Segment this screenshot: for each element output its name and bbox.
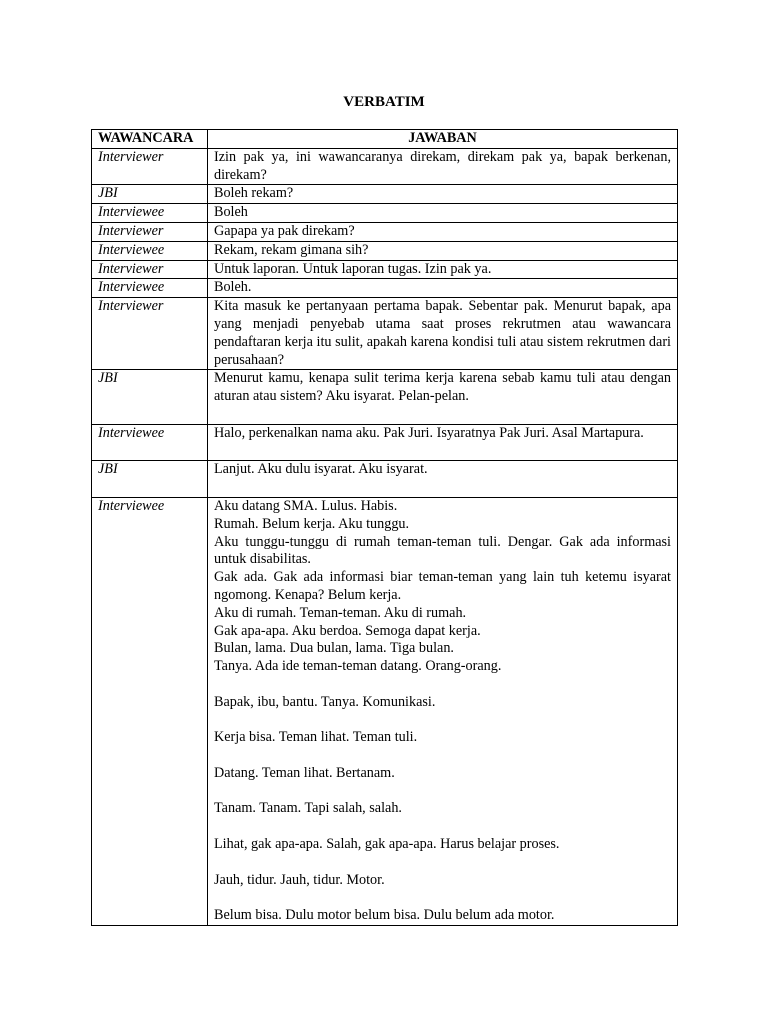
table-row [92,222,678,241]
answer-line: Menurut kamu, kenapa sulit terima kerja karena sebab kamu tuli atau dengan aturan atau sistem? Aku isyarat. Pelan-pelan. [214,370,671,405]
speaker-cell: Interviewer [92,298,208,370]
page-title: VERBATIM [343,94,425,110]
answer-cell [208,222,678,241]
answer-line: Tanam. Tanam. Tapi salah, salah. [214,800,402,817]
header-wawancara: WAWANCARA [92,130,208,149]
speaker-cell: JBI [92,370,208,424]
speaker-cell: Interviewee [92,497,208,925]
answer-cell [208,185,678,204]
table-row [92,424,678,461]
blank-line [214,479,671,497]
answer-line: Lihat, gak apa-apa. Salah, gak apa-apa. Harus belajar proses. [214,836,560,853]
blank-line [214,406,671,424]
answer-line: Tanya. Ada ide teman-teman datang. Orang-orang. [214,658,502,675]
answer-cell [208,370,678,424]
speaker-cell: Interviewee [92,424,208,461]
answer-line: Gak apa-apa. Aku berdoa. Semoga dapat kerja. [214,622,481,639]
table-header-row [92,130,678,149]
answer-cell [208,204,678,223]
answer-cell [208,497,678,925]
answer-line: Untuk laporan. Untuk laporan tugas. Izin pak ya. [214,260,492,277]
verbatim-table [91,129,678,926]
table-row [92,185,678,204]
blank-line [214,712,671,730]
answer-line: Kerja bisa. Teman lihat. Teman tuli. [214,729,418,746]
answer-line: Rekam, rekam gimana sih? [214,241,369,258]
answer-line: Belum bisa. Dulu motor belum bisa. Dulu belum ada motor. [214,907,555,924]
answer-line: Kita masuk ke pertanyaan pertama bapak. Sebentar pak. Menurut bapak, apa yang menjadi penyebab utama saat proses rekrutmen atau wawancara pendaftaran kerja itu sulit, apakah karena kondisi tuli atau sistem rekrutmen dari perusahaan? [214,298,671,368]
answer-line: Halo, perkenalkan nama aku. Pak Juri. Isyaratnya Pak Juri. Asal Martapura. [214,424,644,441]
blank-line [214,818,671,836]
table-row [92,204,678,223]
table-row [92,148,678,185]
speaker-cell: JBI [92,461,208,498]
answer-cell [208,241,678,260]
table-row [92,370,678,424]
answer-cell [208,298,678,370]
answer-line: Gapapa ya pak direkam? [214,222,355,239]
answer-line: Boleh [214,204,248,221]
speaker-cell: Interviewee [92,279,208,298]
header-jawaban: JAWABAN [208,130,678,149]
answer-line: Datang. Teman lihat. Bertanam. [214,764,395,781]
answer-cell [208,260,678,279]
table-row [92,260,678,279]
answer-cell [208,461,678,498]
answer-line: Boleh. [214,279,252,296]
answer-line: Aku tunggu-tunggu di rumah teman-teman tuli. Dengar. Gak ada informasi untuk disabilitas. [214,533,671,568]
table-row [92,461,678,498]
blank-line [214,676,671,694]
table-row [92,497,678,925]
speaker-cell: Interviewee [92,204,208,223]
answer-line: Bulan, lama. Dua bulan, lama. Tiga bulan. [214,640,454,657]
table-row [92,241,678,260]
answer-line: Boleh rekam? [214,185,294,202]
blank-line [214,747,671,765]
answer-line: Jauh, tidur. Jauh, tidur. Motor. [214,871,385,888]
speaker-cell: JBI [92,185,208,204]
answer-line: Izin pak ya, ini wawancaranya direkam, direkam pak ya, bapak berkenan, direkam? [214,148,671,183]
answer-line: Bapak, ibu, bantu. Tanya. Komunikasi. [214,693,436,710]
table-body [92,148,678,925]
speaker-cell: Interviewee [92,241,208,260]
table-row [92,279,678,298]
answer-line: Lanjut. Aku dulu isyarat. Aku isyarat. [214,461,428,478]
speaker-cell: Interviewer [92,260,208,279]
answer-line: Rumah. Belum kerja. Aku tunggu. [214,515,410,532]
blank-line [214,889,671,907]
answer-cell [208,148,678,185]
table-row [92,298,678,370]
speaker-cell: Interviewer [92,148,208,185]
speaker-cell: Interviewer [92,222,208,241]
answer-line: Aku di rumah. Teman-teman. Aku di rumah. [214,604,467,621]
blank-line [214,443,671,461]
blank-line [214,783,671,801]
answer-line: Aku datang SMA. Lulus. Habis. [214,497,398,514]
answer-cell [208,279,678,298]
answer-line: Gak ada. Gak ada informasi biar teman-teman yang lain tuh ketemu isyarat ngomong. Kenapa? Belum kerja. [214,569,671,603]
blank-line [214,854,671,872]
answer-cell [208,424,678,461]
